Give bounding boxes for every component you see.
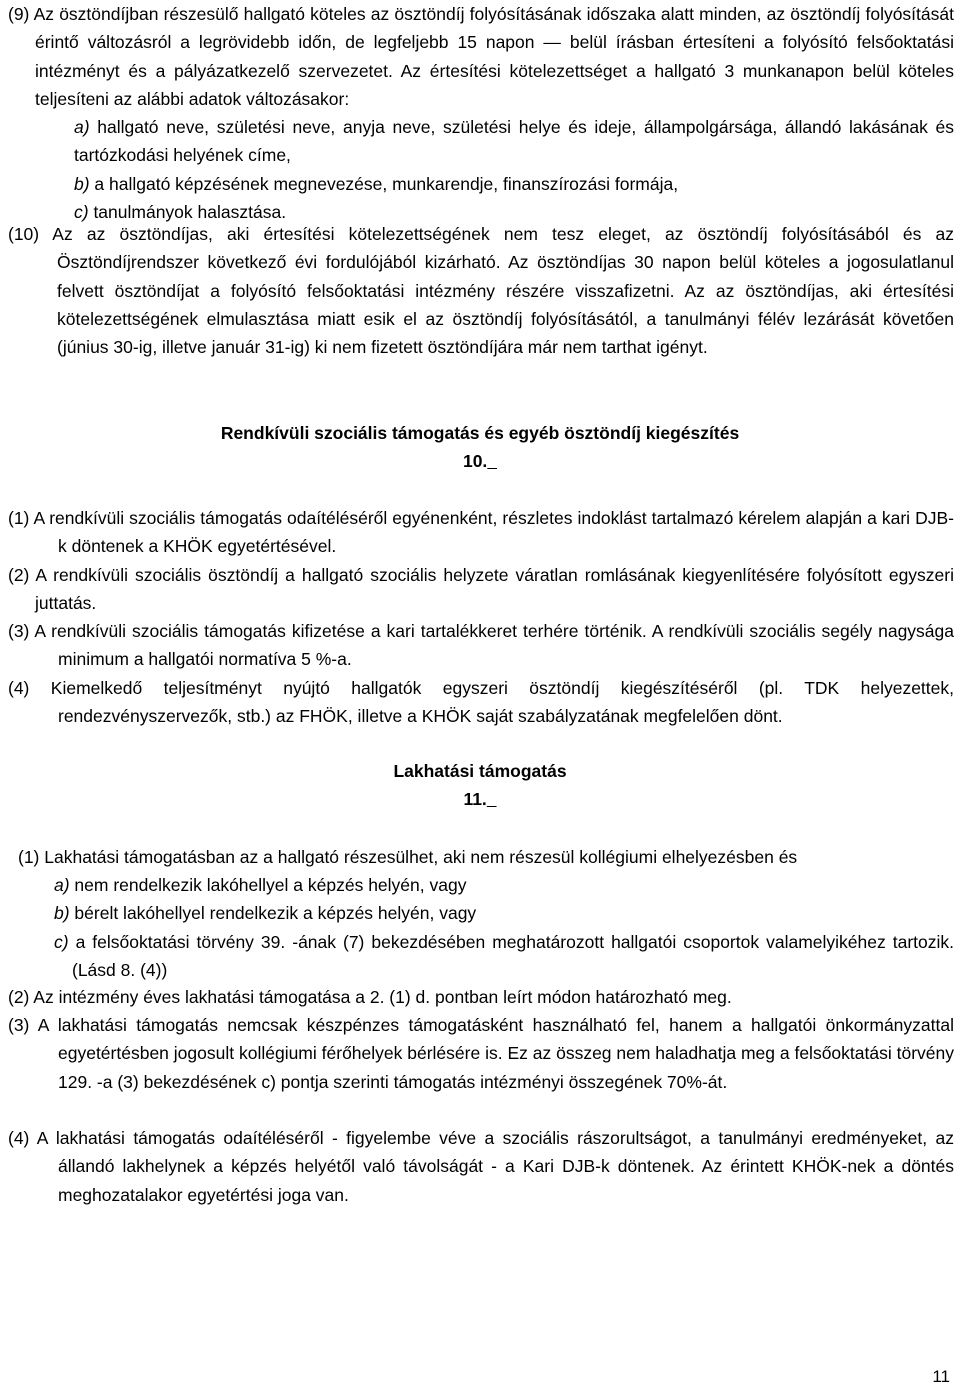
- section-11-item-1-c: c) a felsőoktatási törvény 39. -ának (7) bekezdésében meghatározott hallgatói csoportok valamelyikéhez tartozik. (Lásd 8. (4)): [54, 931, 954, 980]
- section-10-number: 10.: [0, 447, 960, 475]
- section-11-item-2: (2) Az intézmény éves lakhatási támogatása a 2. (1) d. pontban leírt módon határozható meg.: [8, 987, 732, 1007]
- section-sign-icon: [487, 451, 497, 471]
- section-10-item-4: (4) Kiemelkedő teljesítményt nyújtó hallgatók egyszeri ösztöndíj kiegészítéséről (pl. TDK helyezettek, rendezvényszervezők, stb.) az FHÖK, illetve a KHÖK saját szabályzatának megfelelően dönt.: [8, 677, 954, 727]
- paragraph-10: (10) Az az ösztöndíjas, aki értesítési kötelezettségének nem tesz eleget, az ösztöndíj folyósításából és az Ösztöndíjrendszer következő évi fordulójából kizárható. Az ösztöndíjas 30 napon belül köteles a jogosulatlanul felvett ösztöndíjat a folyósító felsőoktatási intézmény részére visszafizetni. Az az ösztöndíjas, aki értesítési kötelezettségének elmulasztása miatt esik el az ösztöndíj folyósításától, a tanulmányi félév lezárását követően (június 30-ig, illetve január 31-ig) ki nem fizetett ösztöndíjára már nem tarthat igényt.: [8, 224, 954, 358]
- section-11-item-3: (3) A lakhatási támogatás nemcsak készpénzes támogatásként használható fel, hanem a hallgatói önkormányzattal egyetértésben jogosult kollégiumi férőhelyek bérlésére is. Ez az összeg nem haladhatja meg a felsőoktatási törvény 129. -a (3) bekezdésének c) pontja szerinti támogatás intézményi összegének 70%-át.: [8, 1015, 954, 1092]
- section-10-item-3: (3) A rendkívüli szociális támogatás kifizetése a kari tartalékkeret terhére történik. A rendkívüli szociális segély nagysága minimum a hallgatói normatíva 5 %-a.: [8, 621, 954, 670]
- section-11-item-1-b: b) bérelt lakóhellyel rendelkezik a képzés helyén, vagy: [54, 903, 477, 924]
- page-number: 11: [932, 1366, 950, 1386]
- section-11-number: 11.: [0, 785, 960, 813]
- paragraph-9-item-c: c) tanulmányok halasztása.: [74, 202, 287, 223]
- section-10-item-2: (2) A rendkívüli szociális ösztöndíj a hallgató szociális helyzete váratlan romlásának kiegyenlítésére folyósított egyszeri juttatás.: [8, 564, 954, 613]
- section-10-item-1: (1) A rendkívüli szociális támogatás odaítéléséről egyénenként, részletes indoklást tartalmazó kérelem alapján a kari DJB-k döntenek a KHÖK egyetértésével.: [8, 508, 954, 557]
- section-11-item-4: (4) A lakhatási támogatás odaítéléséről - figyelembe véve a szociális rászorultságot, a tanulmányi eredményeket, az állandó lakhelynek a képzés helyétől való távolságát - a Kari DJB-k döntenek. Az érintett KHÖK-nek a döntés meghozatalakor egyetértési joga van.: [8, 1128, 954, 1205]
- paragraph-9-text: (9) Az ösztöndíjban részesülő hallgató köteles az ösztöndíj folyósításának időszaka alatt minden, az ösztöndíj folyósítását érintő változásról a legrövidebb időn, de legfeljebb 15 napon — belül írásban értesíteni a folyósító felsőoktatási intézményt és a pályázatkezelő szervezetet. Az értesítési kötelezettséget a hallgató 3 munkanapon belül köteles teljesíteni az alábbi adatok változásakor:: [8, 4, 954, 109]
- section-sign-icon: [487, 789, 497, 809]
- section-11-item-1-abc: [8, 871, 954, 984]
- paragraph-9-item-b: b) a hallgató képzésének megnevezése, munkarendje, finanszírozási formája,: [74, 173, 679, 194]
- section-10-title: Rendkívüli szociális támogatás és egyéb ösztöndíj kiegészítés: [220, 423, 740, 443]
- section-11-item-1-a: a) nem rendelkezik lakóhellyel a képzés helyén, vagy: [54, 875, 467, 895]
- section-10-list: [8, 504, 954, 730]
- paragraph-9-item-a: a) hallgató neve, születési neve, anyja neve, születési helye és ideje, állampolgársága, állandó lakásának és tartózkodási helyének címe,: [74, 117, 954, 166]
- section-11-item-1: (1) Lakhatási támogatásban az a hallgató részesülhet, aki nem részesül kollégiumi elhelyezésben és: [18, 847, 798, 867]
- section-11-title: Lakhatási támogatás: [393, 761, 567, 781]
- paragraph-9: [8, 0, 954, 226]
